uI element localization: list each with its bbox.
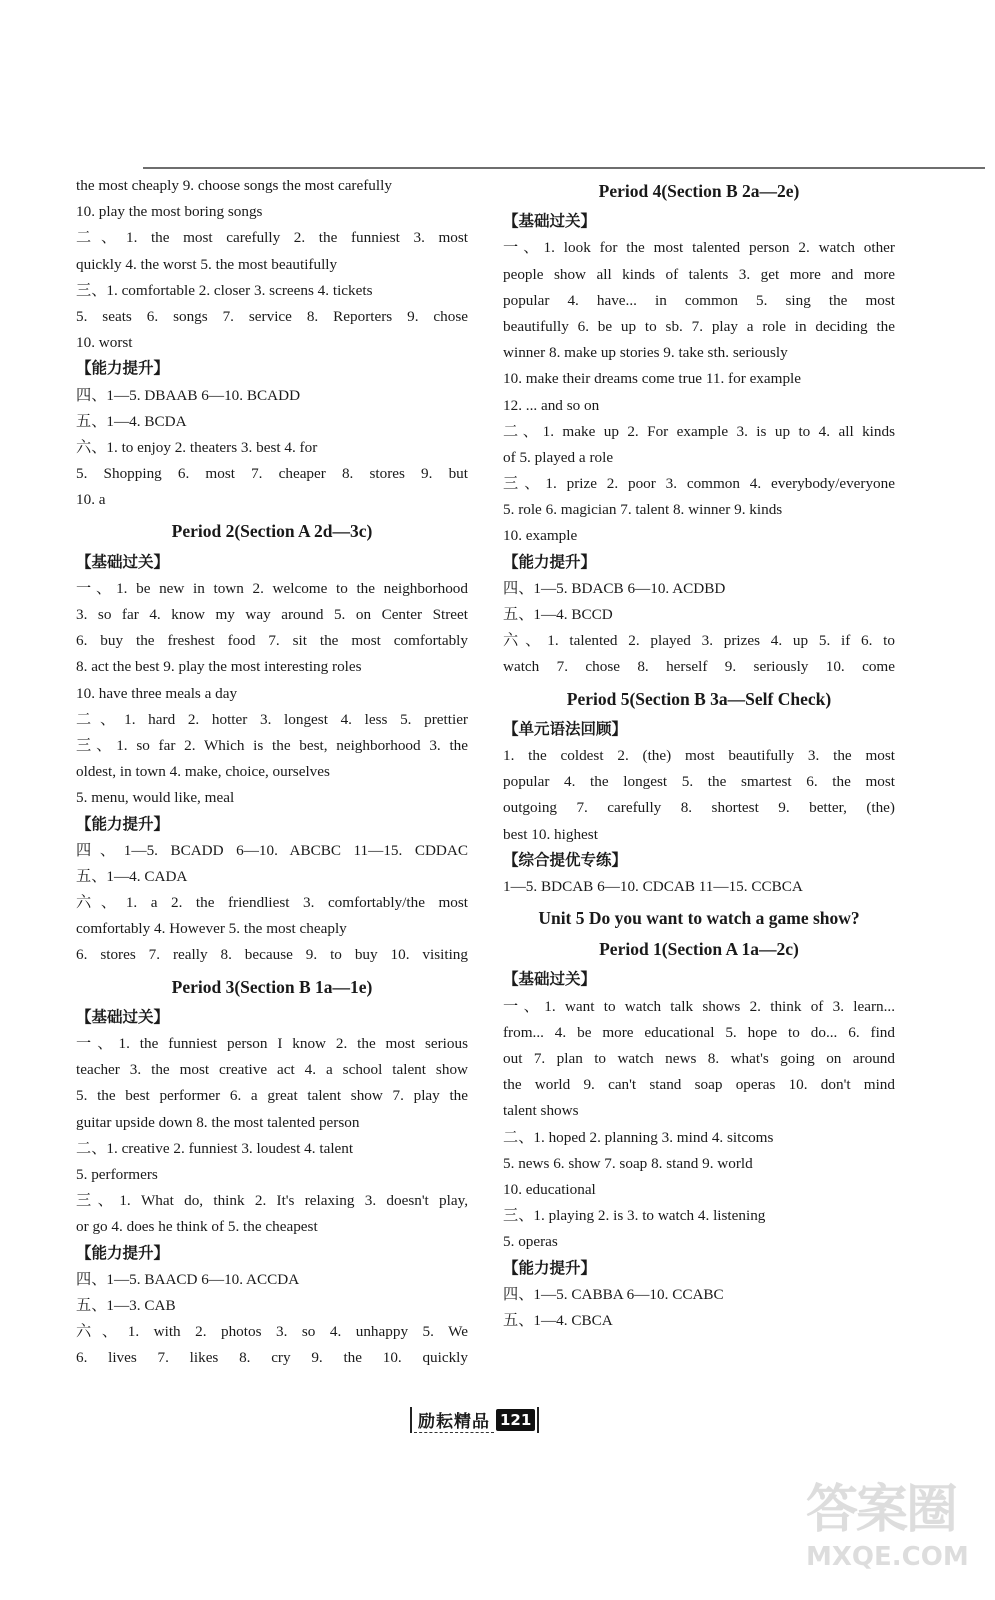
answer-line: 四、1—5. BAACD 6—10. ACCDA (76, 1270, 300, 1288)
answer-line: 三、1. so far 2. Which is the best, neighborhood 3. the (76, 736, 468, 754)
answer-line: of 5. played a role (503, 448, 614, 466)
watermark-text: 答案圈 (806, 1480, 957, 1540)
subsection-label: 【基础过关】 (76, 553, 170, 571)
answer-line: teacher 3. the most creative act 4. a school talent show (76, 1061, 468, 1079)
header-rule (143, 167, 985, 169)
answer-line: 5. news 6. show 7. soap 8. stand 9. world (503, 1154, 753, 1172)
watermark-logo (806, 1480, 976, 1590)
answer-line: 五、1—4. CBCA (503, 1311, 613, 1329)
footer-brand: 励耘精品 (414, 1407, 494, 1433)
answer-line: 五、1—4. BCDA (76, 412, 187, 430)
answer-line: 5. seats 6. songs 7. service 8. Reporters 9. chose (76, 307, 468, 325)
right-answer-column (503, 173, 895, 1334)
answer-line: 5. performers (76, 1165, 158, 1183)
answer-line: 四、1—5. DBAAB 6—10. BCADD (76, 386, 301, 404)
answer-line: 三、1. What do, think 2. It's relaxing 3. doesn't play, (76, 1192, 468, 1210)
subsection-label: 【能力提升】 (76, 815, 170, 833)
answer-line: beautifully 6. be up to sb. 7. play a role in deciding the (503, 317, 895, 335)
section-heading: Period 1(Section A 1a—2c) (599, 939, 799, 960)
answer-line: people show all kinds of talents 3. get more and more (503, 265, 895, 283)
answer-line: comfortably 4. However 5. the most cheaply (76, 920, 347, 938)
answer-line: popular 4. the longest 5. the smartest 6. the most (503, 773, 895, 791)
section-heading: Unit 5 Do you want to watch a game show? (538, 908, 860, 929)
answer-line: winner 8. make up stories 9. take sth. seriously (503, 344, 788, 362)
answer-line: 一、1. the funniest person I know 2. the most serious (76, 1035, 468, 1052)
answer-line: 10. educational (503, 1180, 596, 1198)
answer-line: 一、1. want to watch talk shows 2. think of 3. learn... (503, 997, 895, 1015)
section-heading: Period 2(Section A 2d—3c) (171, 521, 373, 542)
answer-line: 6. stores 7. really 8. because 9. to buy 10. visiting (76, 946, 468, 964)
answer-line: 五、1—4. CADA (76, 867, 188, 885)
watermark-url: MXQE.COM (806, 1542, 969, 1572)
answer-line: 6. lives 7. likes 8. cry 9. the 10. quickly (76, 1349, 468, 1367)
answer-line: 3. so far 4. know my way around 5. on Center Street (76, 606, 468, 623)
answer-line: 三、1. comfortable 2. closer 3. screens 4. tickets (76, 281, 373, 299)
answer-line: 5. operas (503, 1233, 558, 1251)
answer-line: talent shows (503, 1102, 579, 1120)
answer-line: 三、1. prize 2. poor 3. common 4. everybody/everyone (503, 475, 895, 493)
answer-line: 六、1. a 2. the friendliest 3. comfortably/the most (76, 894, 468, 912)
page-footer (410, 1405, 539, 1435)
answer-line: 二、1. make up 2. For example 3. is up to 4. all kinds (503, 422, 895, 440)
answer-line: 五、1—3. CAB (76, 1296, 176, 1314)
answer-line: 5. menu, would like, meal (76, 789, 235, 807)
answer-line: 三、1. playing 2. is 3. to watch 4. listening (503, 1207, 766, 1225)
answer-line: 二、1. the most carefully 2. the funniest 3. most (76, 229, 468, 247)
answer-line: 六、1. to enjoy 2. theaters 3. best 4. for (76, 438, 318, 456)
subsection-label: 【能力提升】 (503, 553, 597, 571)
answer-line: 1—5. BDCAB 6—10. CDCAB 11—15. CCBCA (503, 877, 803, 895)
answer-line: 五、1—4. BCCD (503, 606, 613, 623)
answer-line: 六、1. talented 2. played 3. prizes 4. up 5. if 6. to (503, 632, 895, 650)
answer-line: from... 4. be more educational 5. hope to do... 6. find (503, 1023, 895, 1041)
answer-line: watch 7. chose 8. herself 9. seriously 10. come (503, 658, 895, 676)
answer-line: 8. act the best 9. play the most interesting roles (76, 658, 362, 676)
subsection-label: 【基础过关】 (76, 1008, 170, 1026)
answer-line: 5. Shopping 6. most 7. cheaper 8. stores 9. but (76, 465, 468, 483)
answer-line: 10. a (76, 491, 106, 509)
answer-line: 一、1. be new in town 2. welcome to the neighborhood (76, 579, 468, 597)
section-heading: Period 3(Section B 1a—1e) (171, 976, 373, 997)
answer-line: best 10. highest (503, 825, 598, 843)
subsection-label: 【基础过关】 (503, 213, 597, 231)
left-answer-column (76, 173, 468, 1371)
answer-line: popular 4. have... in common 5. sing the most (503, 291, 895, 309)
answer-line: 10. play the most boring songs (76, 203, 263, 221)
answer-line: the world 9. can't stand soap operas 10. don't mind (503, 1076, 895, 1094)
answer-line: 二、1. hoped 2. planning 3. mind 4. sitcoms (503, 1128, 774, 1146)
answer-line: 5. the best performer 6. a great talent show 7. play the (76, 1087, 468, 1105)
answer-line: 6. buy the freshest food 7. sit the most comfortably (76, 632, 468, 650)
answer-line: quickly 4. the worst 5. the most beautifully (76, 255, 338, 273)
subsection-label: 【综合提优专练】 (503, 851, 628, 869)
answer-line: 10. example (503, 527, 578, 545)
answer-line: 10. worst (76, 334, 133, 352)
answer-line: 一、1. look for the most talented person 2. watch other (503, 239, 895, 257)
answer-line: guitar upside down 8. the most talented person (76, 1113, 360, 1131)
answer-line: 10. have three meals a day (76, 684, 238, 702)
page-number: 121 (496, 1409, 535, 1431)
answer-line: or go 4. does he think of 5. the cheapest (76, 1218, 318, 1236)
section-heading: Period 4(Section B 2a—2e) (598, 181, 800, 201)
subsection-label: 【基础过关】 (503, 971, 597, 989)
answer-line: 四、1—5. BDACB 6—10. ACDBD (503, 579, 726, 597)
answer-line: outgoing 7. carefully 8. shortest 9. better, (the) (503, 799, 895, 817)
subsection-label: 【单元语法回顾】 (503, 720, 628, 738)
answer-line: 六、1. with 2. photos 3. so 4. unhappy 5. We (76, 1323, 468, 1341)
footer-right-bar (537, 1407, 539, 1433)
answer-line: 10. make their dreams come true 11. for example (503, 370, 802, 388)
subsection-label: 【能力提升】 (503, 1259, 597, 1277)
answer-line: 12. ... and so on (503, 396, 600, 414)
subsection-label: 【能力提升】 (76, 360, 170, 378)
answer-line: the most cheaply 9. choose songs the most carefully (76, 177, 392, 194)
answer-line: 四、1—5. CABBA 6—10. CCABC (503, 1285, 724, 1303)
answer-line: out 7. plan to watch news 8. what's going on around (503, 1050, 895, 1067)
footer-left-bar (410, 1407, 412, 1433)
section-heading: Period 5(Section B 3a—Self Check) (566, 688, 832, 709)
answer-line: 二、1. creative 2. funniest 3. loudest 4. talent (76, 1139, 354, 1157)
answer-line: 四、1—5. BCADD 6—10. ABCBC 11—15. CDDAC (76, 841, 468, 859)
answer-line: 1. the coldest 2. (the) most beautifully 3. the most (503, 746, 895, 764)
subsection-label: 【能力提升】 (76, 1244, 170, 1262)
answer-line: 5. role 6. magician 7. talent 8. winner 9. kinds (503, 501, 783, 519)
answer-line: 二、1. hard 2. hotter 3. longest 4. less 5. prettier (76, 710, 468, 728)
answer-line: oldest, in town 4. make, choice, ourselves (76, 763, 330, 781)
